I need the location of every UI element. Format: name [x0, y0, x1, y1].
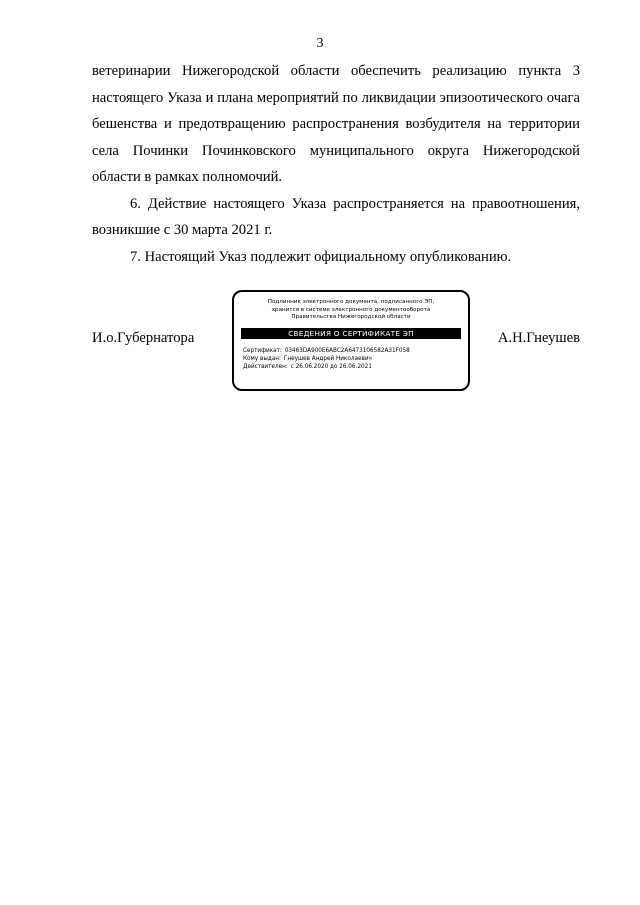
paragraph-continuation: ветеринарии Нижегородской области обеспечить реализацию пункта 3 настоящего Указа и плана мероприятий по ликвидации эпизоотического очага бешенства и предотвращению распространения возбудителя на территории села Починки Починковского муниципального округа Нижегородской области в рамках полномочий. [92, 63, 580, 185]
valid-value: с 26.06.2020 до 26.06.2021 [290, 363, 372, 370]
stamp-certificate-row [243, 347, 468, 355]
page-number: 3 [316, 36, 324, 51]
signer-name: А.Н.Гнеушев [497, 330, 580, 346]
paragraph-item-7: 7. Настоящий Указ подлежит официальному опубликованию. [130, 248, 512, 265]
stamp-title: СВЕДЕНИЯ О СЕРТИФИКАТЕ ЭП [241, 328, 461, 339]
signer-role: И.о.Губернатора [92, 330, 195, 346]
stamp-header-line: Правительства Нижегородской области [291, 314, 411, 321]
certificate-value: 03463DA900E6ABC2A6473106582A31F058 [284, 347, 410, 354]
valid-label: Действителен: [243, 363, 288, 370]
stamp-header-line: Подлинник электронного документа, подписанного ЭП, [267, 299, 435, 305]
issued-to-value: Гнеушев Андрей Николаевич [283, 355, 372, 362]
document-body [92, 58, 580, 270]
electronic-signature-stamp [232, 290, 470, 391]
stamp-header-line: хранится в системе электронного документооборота [271, 306, 431, 313]
paragraph-item-6: 6. Действие настоящего Указа распространяется на правоотношения, возникшие с 30 марта 2021 г. [92, 195, 580, 238]
stamp-header [234, 299, 468, 322]
stamp-details [234, 347, 468, 371]
certificate-label: Сертификат: [243, 347, 282, 354]
stamp-issued-to-row [243, 355, 468, 363]
stamp-valid-row [243, 363, 468, 371]
issued-to-label: Кому выдан: [243, 355, 281, 362]
